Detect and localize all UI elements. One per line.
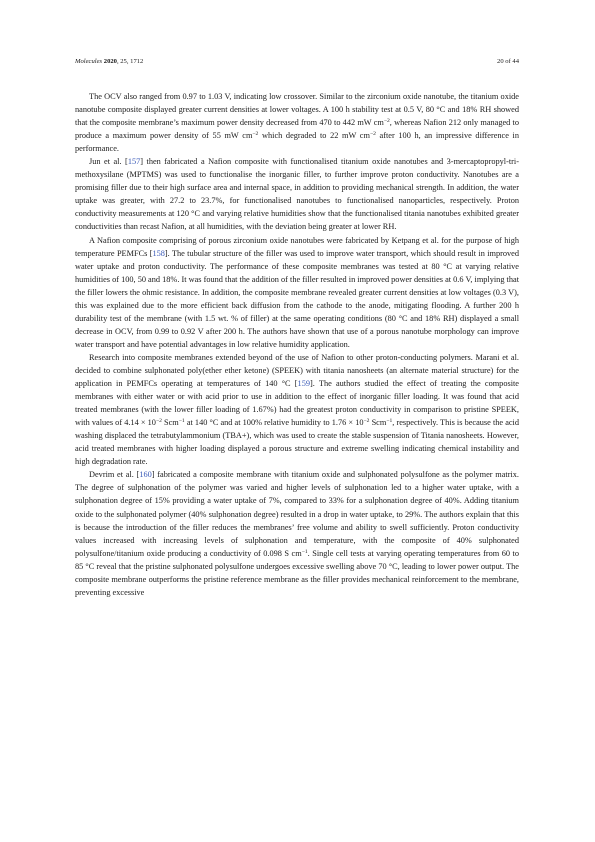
text-run: A Nafion composite comprising of porous zirconium oxide nanotubes were fabricated by Ketpang et al. for the purpose of high temperature PEMFCs [	[75, 235, 519, 258]
superscript-exponent: −2	[155, 418, 162, 425]
text-run: after 100 h, an impressive difference in performance.	[75, 131, 519, 154]
text-run: Research into composite membranes extended beyond of the use of Nafion to other proton-conducting polymers. Marani et al. decided to combine sulphonated poly(ether ether ketone) (SPEEK) with titania nanosheets (an alternate material structure) for the application in PEMFCs operating at temperatures of 140 °C [	[75, 352, 519, 389]
citation-link[interactable]: 157	[127, 157, 141, 167]
text-run: which degraded to 22 mW cm	[258, 131, 370, 141]
text-run: ] fabricated a composite membrane with titanium oxide and sulphonated polysulfone as the polymer matrix. The degree of sulphonation of the polymer was varied and higher levels of sulphonation led to a higher water uptake, with a sulphonation degree of 15% providing a water uptake of 7%, compared to 33% for a sulphonation degree of 40%. Adding titanium oxide to the sulphonated polymer (40% sulphonation degree) resulted in a drop in water uptake, to 29%. The authors explain that this is because the introduction of the filler reduces the membranes’ free volume and ability to swell sufficiently. Proton conductivity values increased with increasing levels of sulphonation and temperature, with the composite of 40% sulphonated polysulfone/titanium oxide producing a conductivity of 0.098 S cm	[75, 470, 520, 558]
text-run: , respectively. This is because the acid washing displaced the tetrabutylammonium (TBA+), which was used to create the stable suspension of Titania nanosheets. However, acid treated membranes with higher loading displayed a porous structure and extreme swelling indicating chemical instability and high degradation rate.	[75, 418, 520, 467]
body-paragraph	[75, 155, 519, 233]
superscript-exponent: −2	[363, 418, 370, 425]
text-run: , whereas Nafion 212 only managed to produce a maximum power density of 55 mW cm	[75, 118, 519, 141]
citation-link[interactable]: 160	[139, 470, 152, 480]
journal-citation	[75, 58, 143, 66]
superscript-exponent: −1	[386, 418, 393, 425]
article-body	[75, 90, 519, 599]
body-paragraph	[75, 468, 519, 598]
superscript-exponent: −2	[252, 131, 259, 138]
citation-link[interactable]: 159	[297, 379, 310, 389]
text-run: Scm	[161, 418, 179, 428]
journal-name: Molecules	[75, 58, 103, 65]
text-run: Jun et al. [	[89, 157, 128, 167]
body-paragraph	[75, 234, 519, 351]
body-paragraph	[75, 90, 519, 155]
text-run: ] then fabricated a Nafion composite with functionalised titanium oxide nanotubes and 3-mercaptopropyl-tri-methoxysilane (MPTMS) was used to functionalise the inorganic filler, to further improve proton conductivity. Nanotubes are a promising filler due to their high surface area and internal space, in addition to providing mechanical strength. In addition, the water uptake was greater, with 27.2 to 23.7%, for functionalised nanotubes to functionalised nanoparticles, respectively. Proton conductivity measurements at 120 °C and varying relative humidities show that the functionalised titania nanotubes exhibited greater conductivities than recast Nafion, at all humidities, with the deviation being greater at lower RH.	[75, 157, 519, 232]
text-run: Devrim et al. [	[89, 470, 140, 480]
text-run: Scm	[369, 418, 387, 428]
text-run: . Single cell tests at varying operating temperatures from 60 to 85 °C reveal that the pristine sulphonated polysulfone undergoes excessive swelling above 70 °C, leading to lower power output. The composite membrane outperforms the pristine reference membrane as the filler provides mechanical reinforcement to the membrane, preventing excessive	[75, 548, 520, 597]
text-run: at 140 °C and at 100% relative humidity to 1.76 × 10	[184, 418, 364, 428]
text-run: The OCV also ranged from 0.97 to 1.03 V, indicating low crossover. Similar to the zirconium oxide nanotube, the titanium oxide nanotube composite displayed greater current densities at lower voltages. A 100 h stability test at 0.5 V, 80 °C and 18% RH showed that the composite membrane’s maximum power density decreased from 470 to 442 mW cm	[75, 92, 519, 128]
superscript-exponent: −1	[301, 548, 308, 555]
text-run: ]. The tubular structure of the filler was used to improve water transport, which should result in improved water uptake and proton conductivity. The performance of these composite membranes was tested at 80 °C at varying relative humidities of 100, 50 and 18%. It was found that the addition of the filler resulted in improved power densities at 0.6 V, implying that the filler lowers the ohmic resistance. In addition, the composite membrane revealed greater current densities at low voltages (0.3 V), this was explained due to the more efficient back diffusion from the cathode to the anode, mitigating flooding. A further 200 h durability test of the membrane (with 1.5 wt. % of filler) at the same operating conditions (80 °C and 18% RH) displayed a small decrease in OCV, from 0.99 to 0.92 V after 200 h. The authors have shown that use of a porous nanotube morphology can improve water transport and have potential advantages in low relative humidity application.	[75, 248, 520, 349]
journal-year: 2020	[103, 58, 117, 65]
superscript-exponent: −1	[178, 418, 185, 425]
superscript-exponent: −2	[369, 131, 376, 138]
journal-volume: , 25, 1712	[116, 58, 144, 65]
body-paragraph	[75, 351, 519, 468]
page-number: 20 of 44	[497, 58, 519, 65]
superscript-exponent: −2	[383, 118, 390, 125]
page-header	[75, 58, 519, 66]
citation-link[interactable]: 158	[152, 248, 165, 258]
text-run: ]. The authors studied the effect of treating the composite membranes with either water or with acid prior to use in addition to the effect of inorganic filler loading. It was found that acid treated membranes (with the lower filler loading of 1.67%) had the greatest proton conductivity in comparison to pristine SPEEK, with values of 4.14 × 10	[75, 379, 519, 428]
